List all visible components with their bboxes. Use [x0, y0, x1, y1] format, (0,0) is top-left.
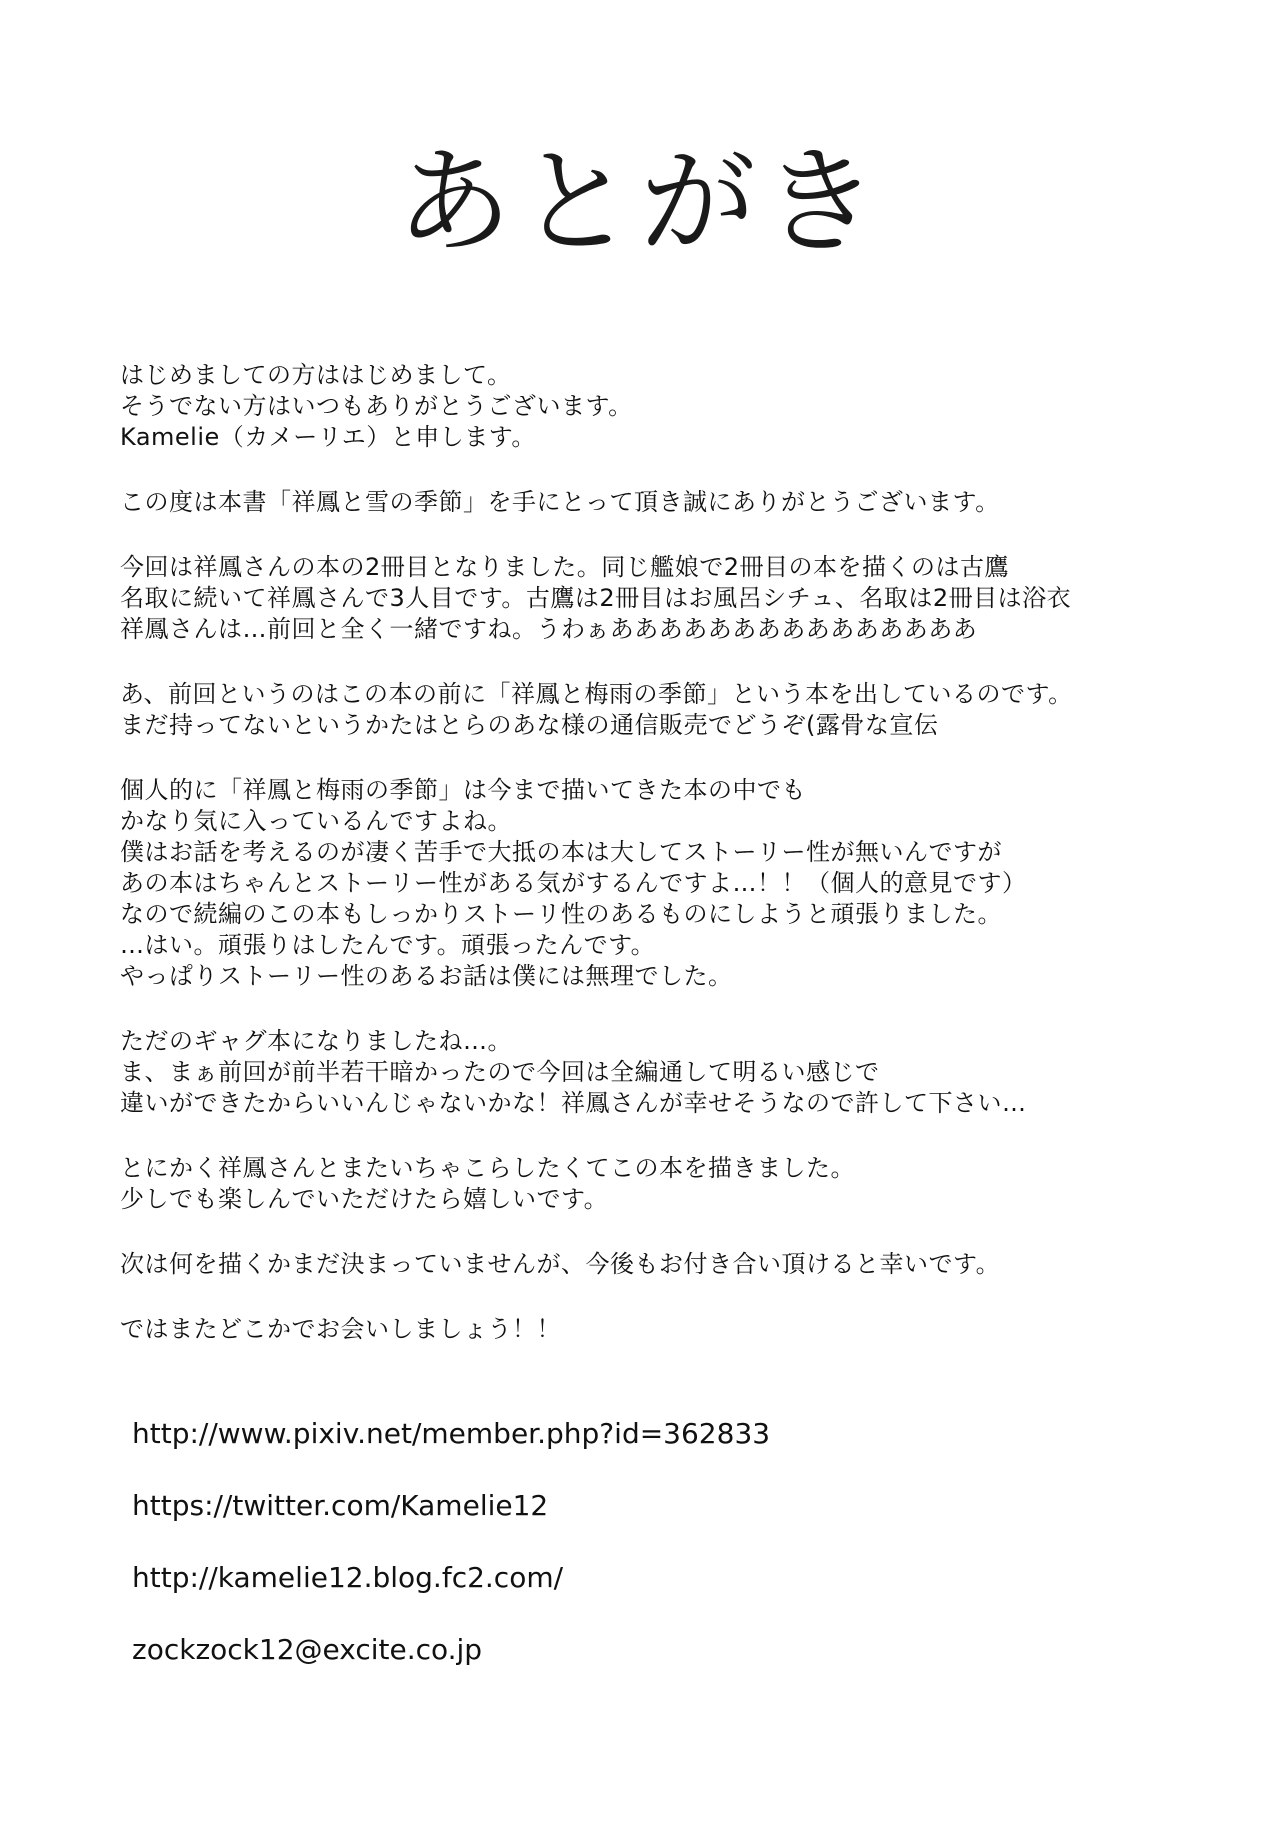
text-line: この度は本書「祥鳳と雪の季節」を手にとって頂き誠にありがとうございます。 [120, 488, 1000, 516]
text-line: そうでない方はいつもありがとうございます。 [120, 392, 633, 420]
text-line: 少しでも楽しんでいただけたら嬉しいです。 [120, 1185, 609, 1213]
text-line: Kamelie（カメーリエ）と申します。 [120, 423, 536, 451]
text-line: ではまたどこかでお会いしましょう！！ [120, 1315, 561, 1343]
text-line: 違いができたからいいんじゃないかな！祥鳳さんが幸せそうなので許して下さい… [120, 1089, 1027, 1117]
text-line: 名取に続いて祥鳳さんで3人目です。古鷹は2冊目はお風呂シチュ、名取は2冊目は浴衣 [120, 584, 1072, 612]
text-line: 個人的に「祥鳳と梅雨の季節」は今まで描いてきた本の中でも [120, 776, 806, 804]
text-line: あ、前回というのはこの本の前に「祥鳳と梅雨の季節」という本を出しているのです。 [120, 680, 1073, 708]
text-line: 祥鳳さんは…前回と全く一緒ですね。うわぁあああああああああああああああ [120, 615, 978, 643]
text-line: とにかく祥鳳さんとまたいちゃこらしたくてこの本を描きました。 [120, 1154, 855, 1182]
text-line: ただのギャグ本になりましたね…。 [120, 1027, 512, 1055]
contact-links [132, 1414, 1032, 1702]
paragraph-enjoy [120, 1153, 1180, 1215]
paragraph-gag-book [120, 1026, 1180, 1119]
text-line: まだ持ってないというかたはとらのあな様の通信販売でどうぞ(露骨な宣伝 [120, 711, 939, 739]
text-line: なので続編のこの本もしっかりストーリ性のあるものにしようと頑張りました。 [120, 900, 1002, 928]
paragraph-farewell [120, 1314, 1180, 1345]
paragraph-greeting [120, 360, 1180, 453]
paragraph-previous-book [120, 679, 1180, 741]
text-line: あの本はちゃんとストーリー性がある気がするんですよ…！！（個人的意見です） [120, 869, 1027, 897]
twitter-link[interactable]: https://twitter.com/Kamelie12 [132, 1489, 549, 1522]
text-line: 次は何を描くかまだ決まっていませんが、今後もお付き合い頂けると幸いです。 [120, 1250, 1001, 1278]
text-line: 僕はお話を考えるのが凄く苦手で大抵の本は大してストーリー性が無いんですが [120, 838, 1002, 866]
text-line: ま、まぁ前回が前半若干暗かったので今回は全編通して明るい感じで [120, 1058, 880, 1086]
page-title: あとがき [396, 135, 884, 270]
paragraph-story [120, 775, 1180, 992]
text-line: かなり気に入っているんですよね。 [120, 807, 512, 835]
text-line: はじめましての方ははじめまして。 [120, 361, 512, 389]
text-line: 今回は祥鳳さんの本の2冊目となりました。同じ艦娘で2冊目の本を描くのは古鷹 [120, 553, 1010, 581]
afterword-body [120, 360, 1180, 1379]
paragraph-thanks [120, 487, 1180, 518]
blog-link[interactable]: http://kamelie12.blog.fc2.com/ [132, 1561, 564, 1594]
email-link[interactable]: zockzock12@excite.co.jp [132, 1633, 483, 1666]
text-line: やっぱりストーリー性のあるお話は僕には無理でした。 [120, 962, 733, 990]
paragraph-next [120, 1249, 1180, 1280]
text-line: …はい。頑張りはしたんです。頑張ったんです。 [120, 931, 656, 959]
pixiv-link[interactable]: http://www.pixiv.net/member.php?id=362833 [132, 1417, 771, 1450]
paragraph-second-book [120, 552, 1180, 645]
